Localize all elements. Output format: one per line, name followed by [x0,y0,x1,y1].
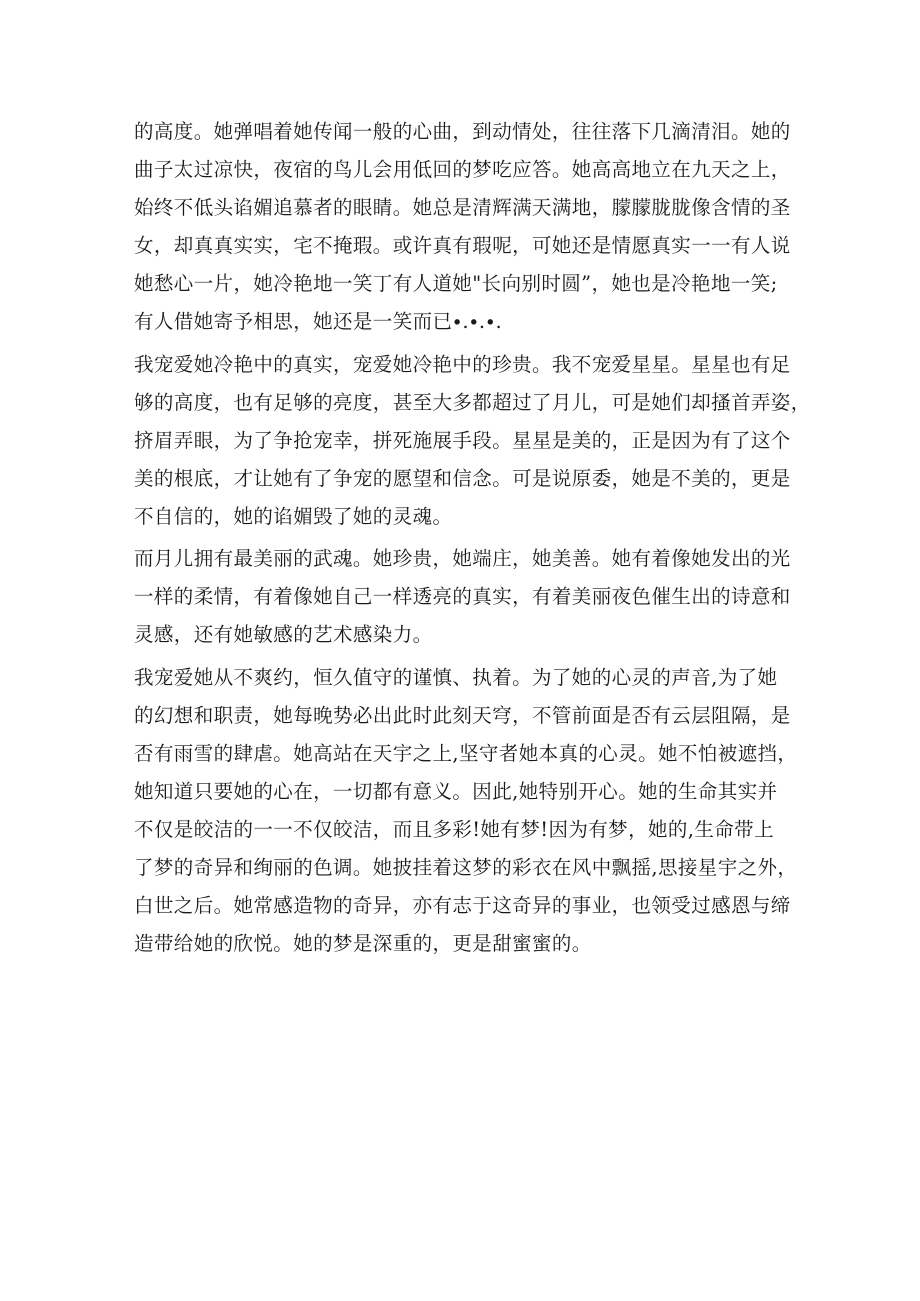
text-line: 灵感，还有她敏感的艺术感染力。 [134,623,433,646]
text-line: 美的根底，才让她有了争宠的愿望和信念。可是说原委，她是不美的，更是 [134,466,791,490]
text-line: 白世之后。她常感造物的奇异，亦有志于这奇异的事业，也领受过感恩与缔 [134,893,791,917]
paragraph [134,540,794,654]
text-line: 她愁心一片，她冷艳地一笑丁有人道她"长向别时圆”，她也是冷艳地一笑; [134,272,778,295]
text-line: 始终不低头谄媚追慕者的眼睛。她总是清辉满天满地，朦朦胧胧像含情的圣 [134,196,791,219]
text-line: 她知道只要她的心在，一切都有意义。因此,她特别开心。她的生命其实并 [134,779,778,803]
text-line: 了梦的奇异和绚丽的色调。她披挂着这梦的彩衣在风中飘摇,思接星宇之外， [134,855,798,879]
text-line: 否有雨雪的肆虐。她高站在天宇之上,坚守者她本真的心灵。她不怕被遮挡， [134,741,798,765]
text-line: 够的高度，也有足够的亮度，甚至大多都超过了月儿，可是她们却搔首弄姿， [134,390,811,414]
paragraph [134,659,798,963]
text-line: 挤眉弄眼，为了争抢宠幸，拼死施展手段。星星是美的，正是因为有了这个 [134,428,791,452]
text-line: 有人借她寄予相思，她还是一笑而已∙.∙.∙. [134,310,503,333]
text-line: 一样的柔情，有着像她自己一样透亮的真实，有着美丽夜色催生出的诗意和 [134,585,791,608]
paragraph [134,113,794,341]
text-line: 我宠爱她冷艳中的真实，宠爱她冷艳中的珍贵。我不宠爱星星。星星也有足 [134,352,791,376]
text-line: 而月儿拥有最美丽的武魂。她珍贵，她端庄，她美善。她有着像她发出的光 [134,547,791,570]
text-line: 我宠爱她从不爽约，恒久值守的谨慎、执着。为了她的心灵的声音,为了她 [134,665,778,689]
text-line: 造带给她的欣悦。她的梦是深重的，更是甜蜜蜜的。 [134,931,592,955]
text-line: 女，却真真实实，宅不掩瑕。或许真有瑕呢，可她还是情愿真实一一有人说 [134,234,791,257]
text-line: 不仅是皎洁的一一不仅皎洁，而且多彩!她有梦!因为有梦，她的,生命带上 [134,817,774,841]
document-body [134,113,811,963]
text-line: 曲子太过凉快，夜宿的鸟儿会用低回的梦吃应答。她高高地立在九天之上， [134,158,791,181]
text-line: 的幻想和职责，她每晚势必出此时此刻天穹，不管前面是否有云层阻隔，是 [134,703,791,727]
paragraph [134,346,811,536]
article-text [134,113,811,963]
text-line: 不自信的，她的谄媚毁了她的灵魂。 [134,504,453,528]
text-line: 的高度。她弹唱着她传闻一般的心曲，到动情处，往往落下几滴清泪。她的 [134,120,791,143]
